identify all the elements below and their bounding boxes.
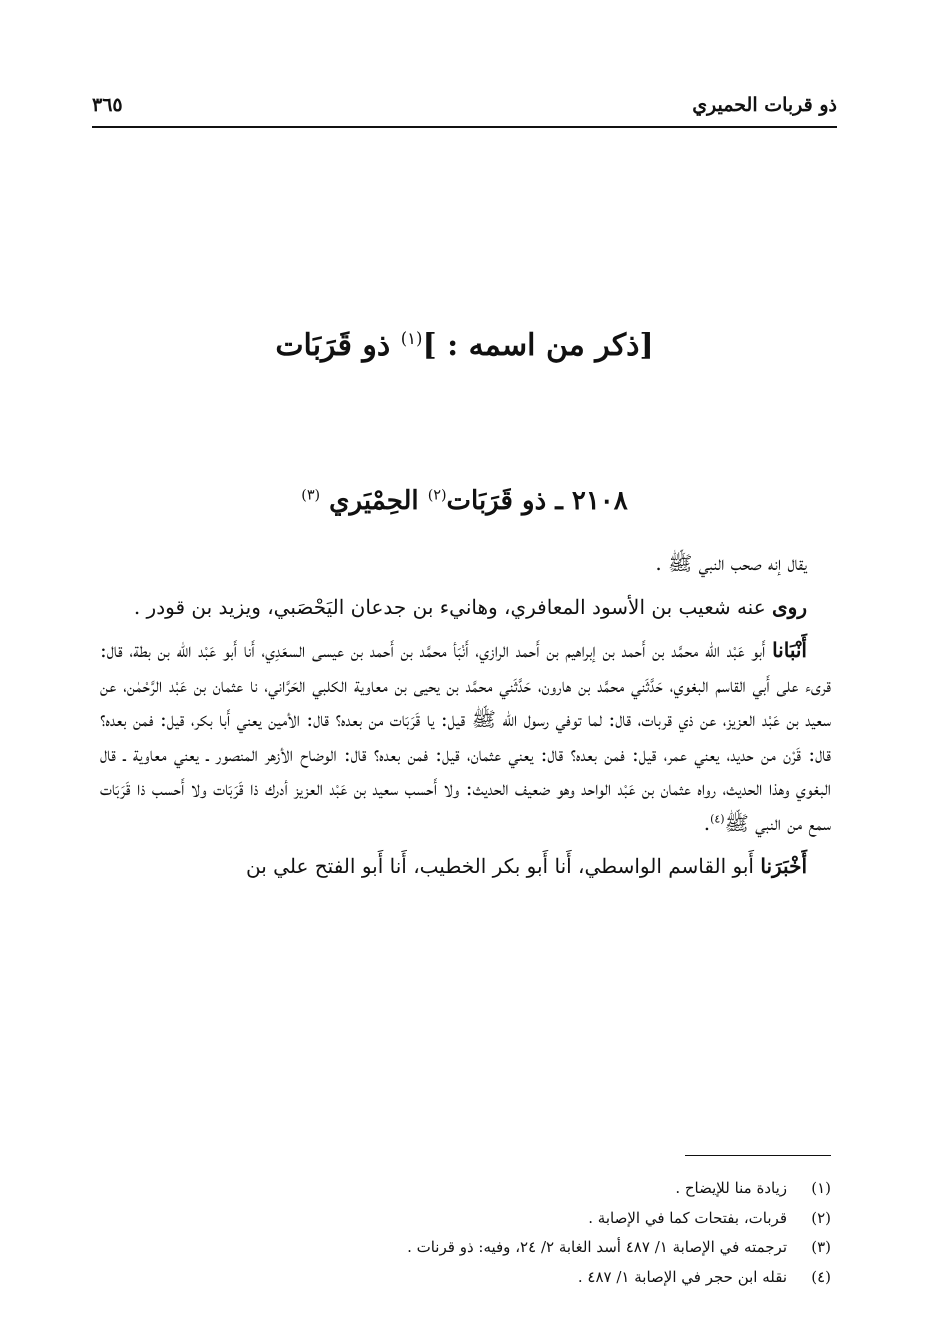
footnote-ref-1: (١)	[400, 329, 423, 348]
entry-name: ـ ذو قَرَبَات	[446, 486, 572, 516]
paragraph-narrators	[100, 590, 831, 625]
footnote-item	[100, 1233, 831, 1263]
footnote-number: (١)	[811, 1179, 831, 1197]
body-text	[100, 546, 831, 884]
paragraph-isnad-end: .	[703, 810, 711, 835]
footnote-text: ترجمته في الإصابة ١/ ٤٨٧ أسد الغابة ٢/ ٢٤، وفيه: ذو قرنات .	[407, 1238, 787, 1256]
header-rule	[92, 126, 837, 128]
footnote-item	[100, 1263, 831, 1293]
footnotes	[100, 1174, 831, 1292]
entry-nisba: الحِمْيَري	[320, 486, 428, 516]
page-number: ٣٦٥	[92, 94, 123, 116]
entry-title	[0, 486, 929, 516]
footnote-rule	[685, 1155, 831, 1156]
paragraph-lead-rawa: روى	[772, 594, 807, 619]
paragraph-lead-anbana: أَنْبَانا	[772, 638, 807, 662]
running-header	[92, 88, 837, 122]
paragraph-akhbarana-text: أَبو القاسم الواسطي، أَنا أَبو بكر الخطيب، أَنا أَبو الفتح علي بن	[246, 854, 761, 878]
paragraph-narrators-text: عنه شعيب بن الأسود المعافري، وهانيء بن جدعان اليَحْصَبي، ويزيد بن قودر .	[133, 594, 773, 619]
footnote-number: (٣)	[811, 1238, 831, 1256]
paragraph-isnad-text: أَبو عَبْد اللّه محمَّد بن أَحمد بن إبراهيم بن أَحمد الرازي، أَنْبَأ محمَّد بن أَحمد بن عيسى السعَدِي، أَنا أَبو عَبْد اللّه بن بطة، قال: قرىء على أَبي القاسم البغوي، حَدَّثَني محمَّد بن هارون، حَدَّثَني محمَّد بن يحيى بن معاوية الكلبي الحَرَّاني، نا عثمان بن عَبْد الرَّحْمٰن، عن سعيد بن عَبْد العزيز، عن ذي قربات، قال: لما توفي رسول اللّه ﷺ قيل: يا قَرَبَات من بعده؟ قال: الأمين يعني أَبا بكر، قيل: فمن بعده؟ قال: قَرْن من حديد، يعني عمر، قيل: فمن بعده؟ قال: يعني عثمان، قيل: فمن بعده؟ قال: الوضاح الأزهر المنصور ـ يعني معاوية ـ قال البغوي وهذا الحديث، رواه عثمان بن عَبْد الواحد وهو ضعيف الحديث: ولا أَحسب سعيد بن عَبْد العزيز أدرك ذا قَرَبَات ولا أَحسب ذا قَرَبَات سمع من النبي ﷺ	[100, 638, 831, 835]
paragraph-companion: يقال إنه صحب النبي ﷺ .	[655, 551, 807, 575]
footnote-number: (٢)	[811, 1208, 831, 1227]
section-title-name: ذو قَرَبَات	[275, 328, 401, 363]
footnote-text: نقله ابن حجر في الإصابة ١/ ٤٨٧ .	[577, 1267, 787, 1286]
footnote-item	[100, 1174, 831, 1204]
footnote-ref-3: (٣)	[301, 487, 321, 504]
paragraph-isnad	[100, 633, 831, 840]
footnote-text: قربات، بفتحات كما في الإصابة .	[588, 1208, 787, 1227]
entry-number: ٢١٠٨	[571, 486, 628, 516]
footnote-ref-2: (٢)	[427, 487, 447, 504]
running-title: ذو قربات الحميري	[692, 94, 837, 116]
paragraph-lead-akhbarana: أَخْبَرَنا	[760, 854, 807, 878]
section-title-bracket: [ذكر من اسمه : ]	[422, 328, 654, 363]
paragraph-akhbarana	[100, 849, 831, 884]
footnote-item	[100, 1204, 831, 1234]
section-title	[0, 328, 929, 363]
footnote-number: (٤)	[811, 1267, 831, 1286]
footnote-text: زيادة منا للإيضاح .	[675, 1179, 787, 1197]
footnote-ref-4: (٤)	[710, 811, 725, 825]
